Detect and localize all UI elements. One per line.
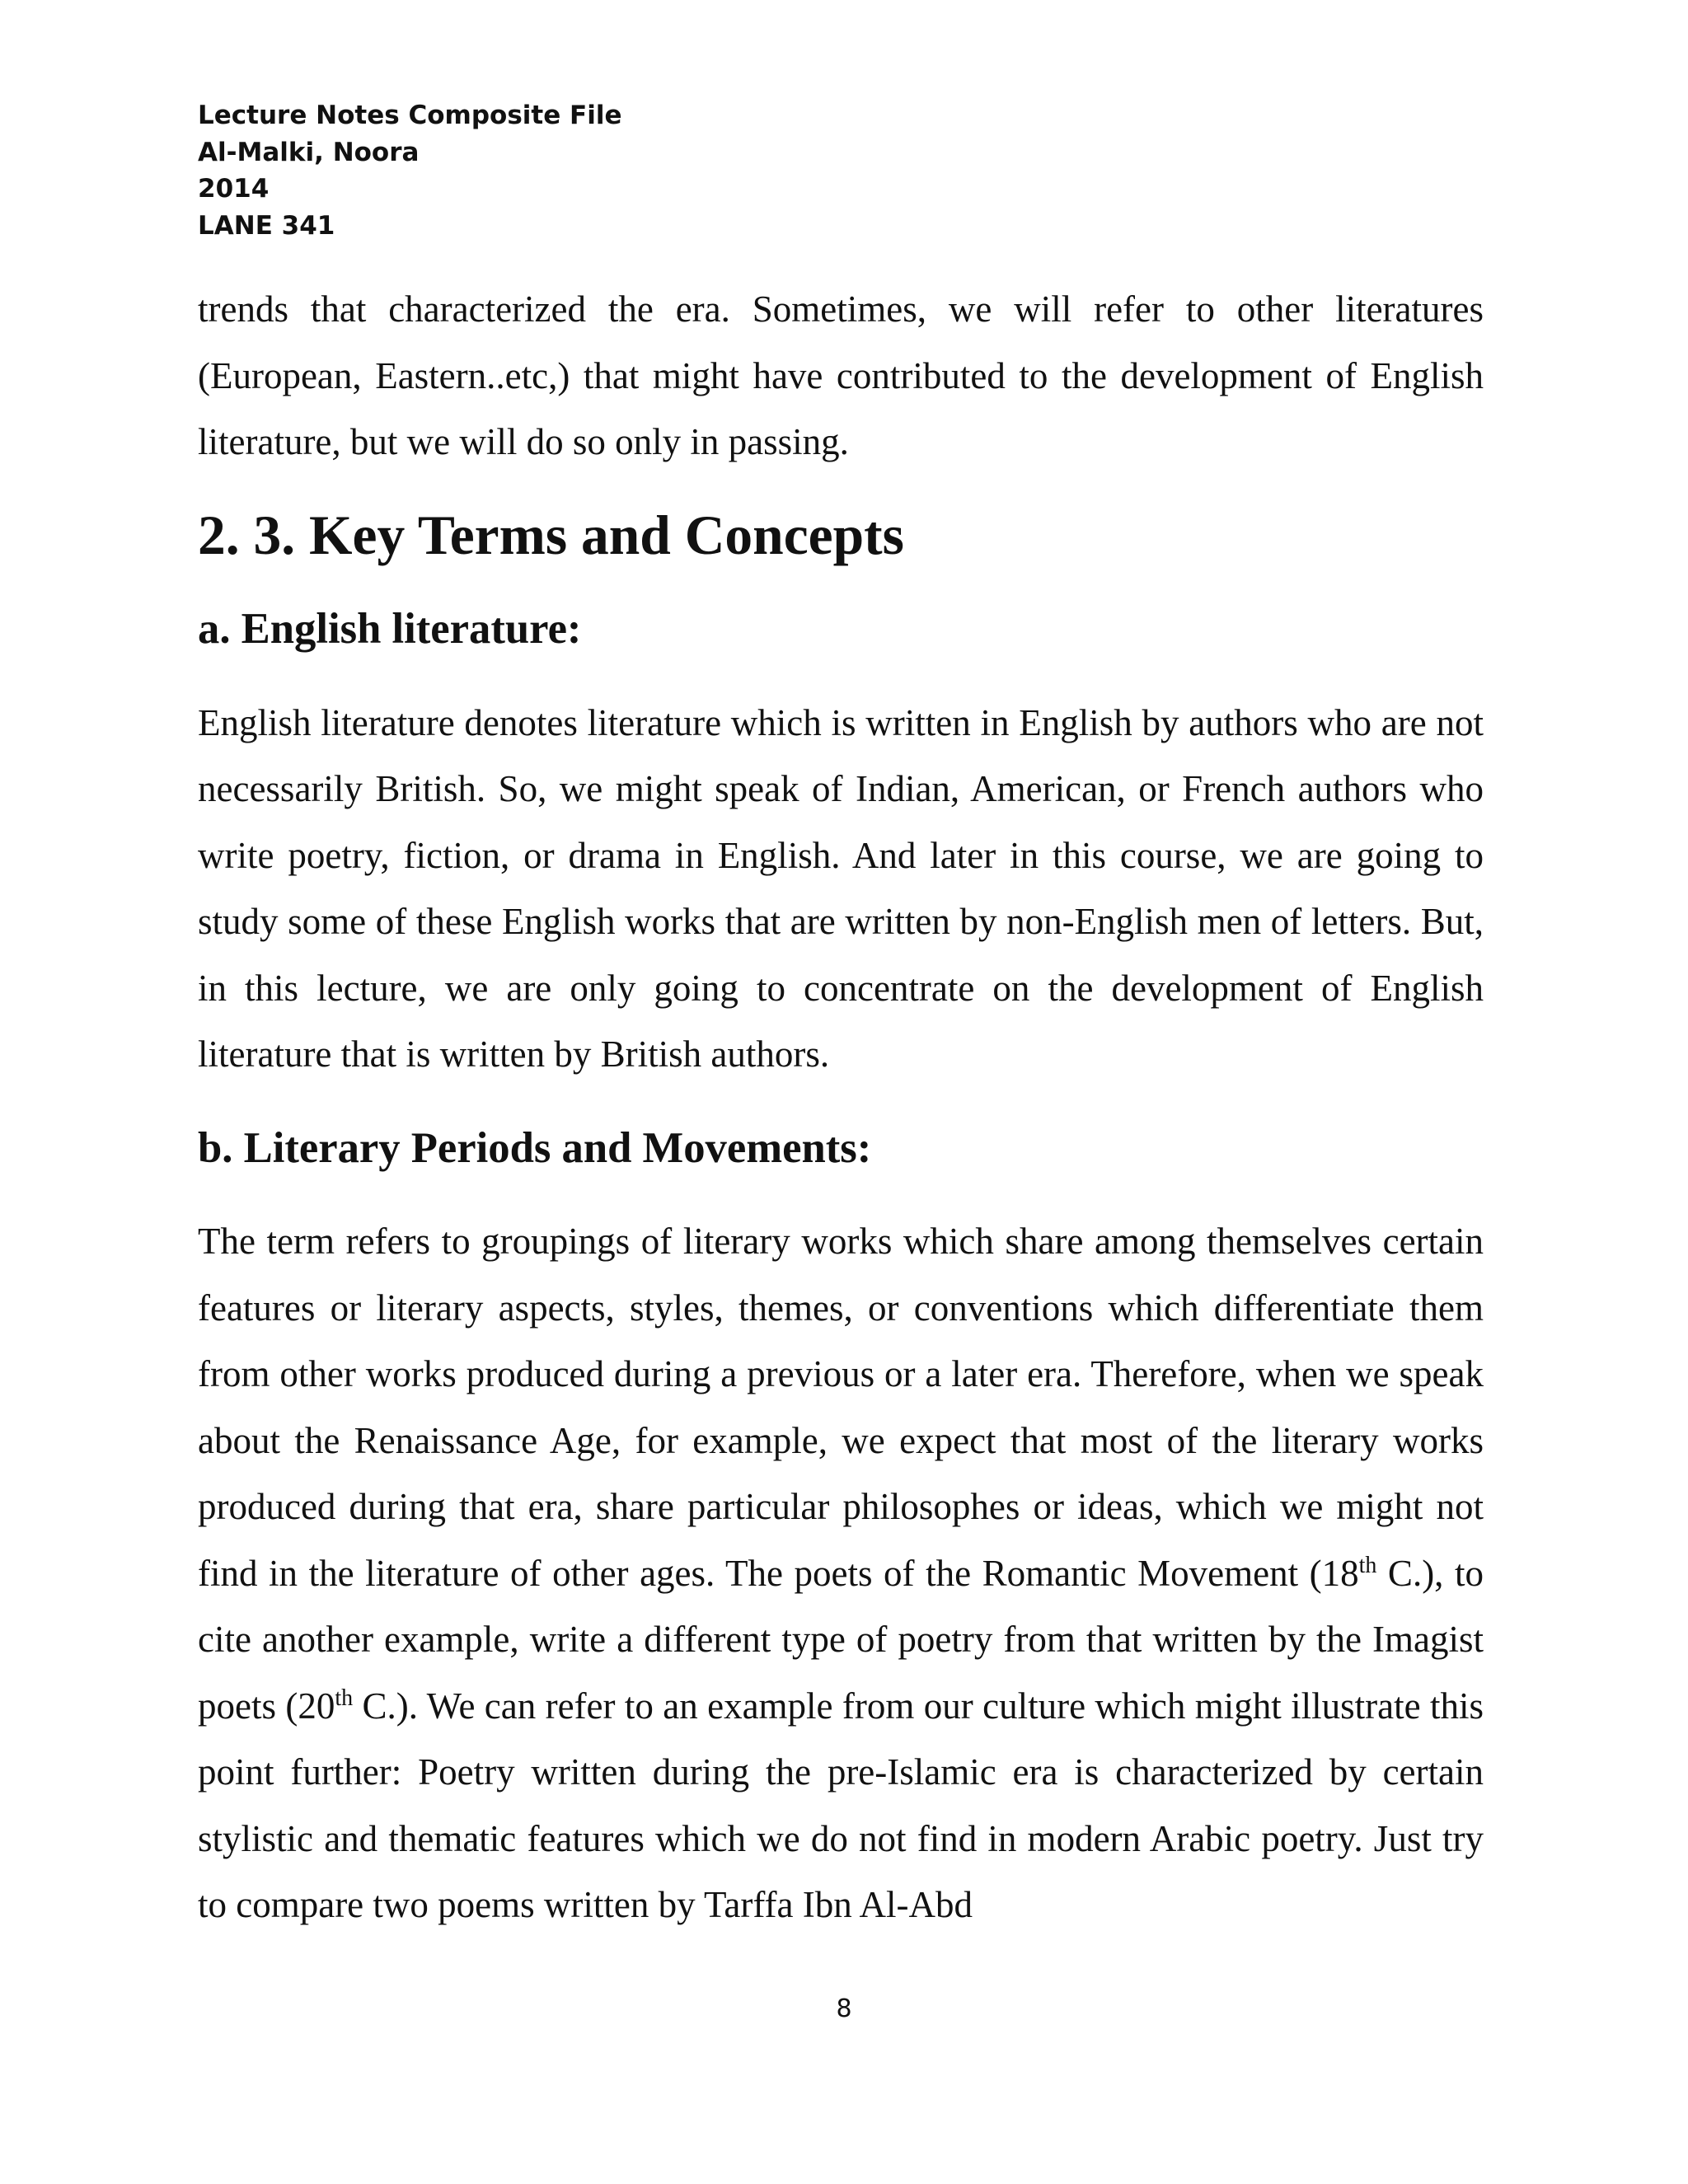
document-body — [198, 276, 1484, 1938]
header-author: Al-Malki, Noora — [198, 137, 420, 167]
paragraph-literary-periods — [198, 1208, 1484, 1938]
paragraph-literary-periods-part1: The term refers to groupings of literary works which share among themselves certain features or literary aspects, styles, themes, or conventions which differentiate them from other works produced during a previous or a later era. Therefore, when we speak about the Renaissance Age, for example, we expect that most of the literary works produced during that era, share particular philosophes or ideas, which we might not find in the literature of other ages. The poets of the Romantic Movement (18 — [198, 1221, 1484, 1594]
subheading-literary-periods: b. Literary Periods and Movements: — [198, 1123, 872, 1172]
section-heading: 2. 3. Key Terms and Concepts — [198, 504, 904, 566]
paragraph-literary-periods-part3: C.). We can refer to an example from our culture which might illustrate this point further: Poetry written during the pre-Islamic era is characterized by certain stylistic and thematic features which we do not find in modern Arabic poetry. Just try to compare two poems written by Tarffa Ibn Al-Abd — [198, 1685, 1484, 1925]
superscript-th-18: th — [1358, 1552, 1377, 1578]
page-number: 8 — [836, 1994, 852, 2023]
header-year: 2014 — [198, 174, 270, 204]
superscript-th-20: th — [335, 1685, 354, 1711]
header-title: Lecture Notes Composite File — [198, 101, 622, 130]
header-course-code: LANE 341 — [198, 210, 335, 241]
paragraph-literary-periods-part2: C.), to cite another example, write a different type of poetry from that written by the Imagist poets (20 — [198, 1552, 1484, 1727]
subheading-english-literature: a. English literature: — [198, 605, 582, 653]
paragraph-english-literature: English literature denotes literature which is written in English by authors who are not necessarily British. So, we might speak of Indian, American, or French authors who write poetry, fiction, or drama in English. And later in this course, we are going to study some of these English works that are written by non-English men of letters. But, in this lecture, we are only going to concentrate on the development of English literature that is written by British authors. — [198, 701, 1484, 1075]
intro-paragraph: trends that characterized the era. Sometimes, we will refer to other literatures (European, Eastern..etc,) that might have contributed to the development of English literature, but we will do so only in passing. — [198, 288, 1484, 462]
document-header — [198, 97, 621, 244]
